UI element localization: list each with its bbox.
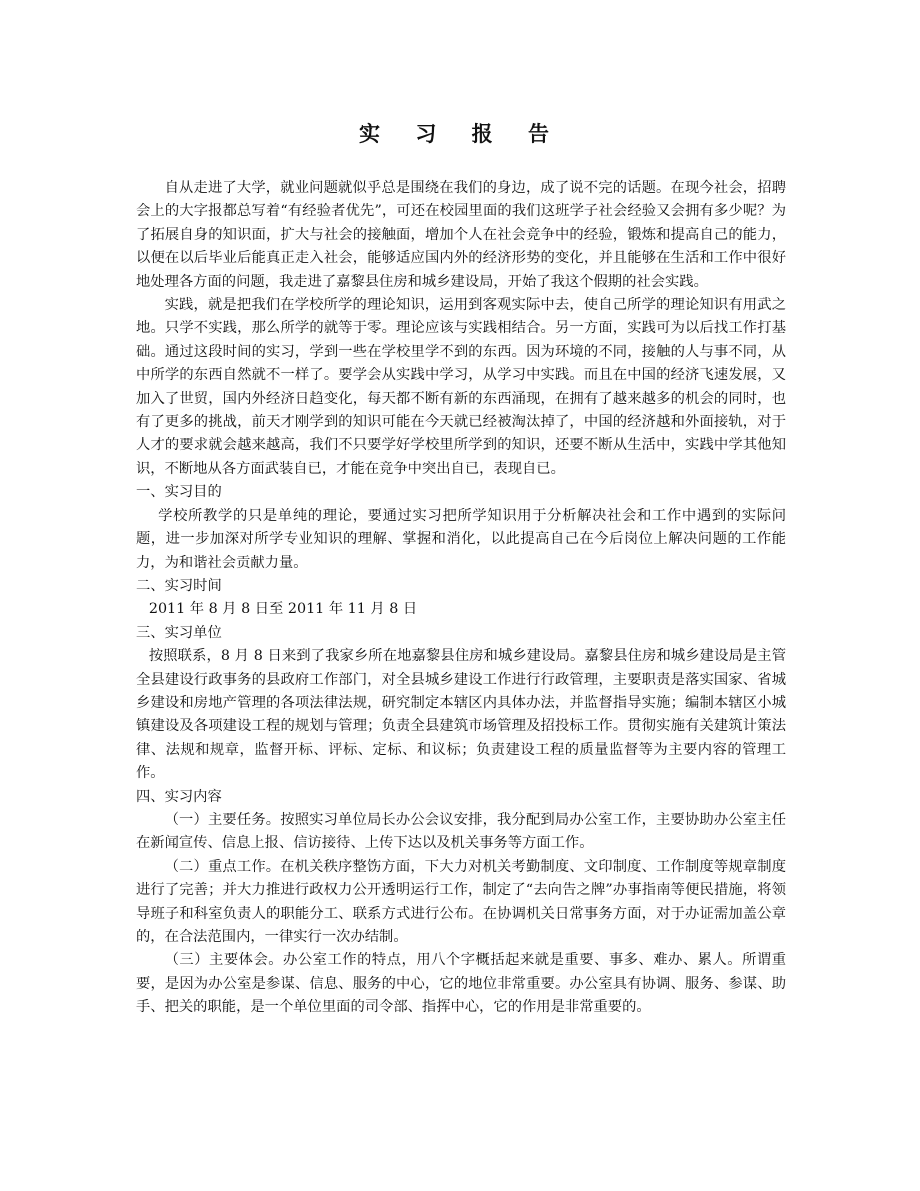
section-heading-content: 四、实习内容: [136, 788, 222, 805]
document-title: 实 习 报 告: [359, 121, 563, 146]
intro-paragraph-1: 自从走进了大学，就业问题就似乎总是围绕在我们的身边，成了说不完的话题。在现今社会，招聘会上的大字报都总写着“有经验者优先”，可还在校园里面的我们这班学子社会经验又会拥有多少呢？为了拓展自身的知识面，扩大与社会的接触面，增加个人在社会竞争中的经验，锻炼和提高自己的能力，以便在以后毕业后能真正走入社会，能够适应国内外的经济形势的变化，并且能够在生活和工作中很好地处理各方面的问题，我走进了嘉黎县住房和城乡建设局，开始了我这个假期的社会实践。: [136, 180, 786, 290]
content-item-1: （一）主要任务。按照实习单位局长办公会议安排，我分配到局办公室工作，主要协助办公室主任在新闻宣传、信息上报、信访接待、上传下达以及机关事务等方面工作。: [136, 811, 786, 852]
section-heading-purpose: 一、实习目的: [136, 484, 222, 501]
document-body: [136, 177, 786, 1020]
intro-paragraph-2: 实践，就是把我们在学校所学的理论知识，运用到客观实际中去，使自己所学的理论知识有用武之地。只学不实践，那么所学的就等于零。理论应该与实践相结合。另一方面，实践可为以后找工作打基础。通过这段时间的实习，学到一些在学校里学不到的东西。因为环境的不同，接触的人与事不同，从中所学的东西自然就不一样了。要学会从实践中学习，从学习中实践。而且在中国的经济飞速发展，又加入了世贸，国内外经济日趋变化，每天都不断有新的东西涌现，在拥有了越来越多的机会的同时，也有了更多的挑战，前天才刚学到的知识可能在今天就已经被淘汰掉了，中国的经济越和外面接轨，对于人才的要求就会越来越高，我们不只要学好学校里所学到的知识，还要不断从生活中，实践中学其他知识，不断地从各方面武装自已，才能在竞争中突出自已，表现自已。: [136, 297, 786, 477]
section-heading-time: 二、实习时间: [136, 577, 222, 594]
section-text-time: 2011 年 8 月 8 日至 2011 年 11 月 8 日: [148, 601, 418, 618]
content-item-2: （二）重点工作。在机关秩序整饬方面，下大力对机关考勤制度、文印制度、工作制度等规章制度进行了完善；并大力推进行政权力公开透明运行工作，制定了“去向告之牌”办事指南等便民措施，将领导班子和科室负责人的职能分工、联系方式进行公布。在协调机关日常事务方面，对于办证需加盖公章的，在合法范围内，一律实行一次办结制。: [136, 858, 786, 945]
section-text-unit: 按照联系，8 月 8 日来到了我家乡所在地嘉黎县住房和城乡建设局。嘉黎县住房和城乡建设局是主管全县建设行政事务的县政府工作部门，对全县城乡建设工作进行行政管理，主要职责是落实国家、省城乡建设和房地产管理的各项法律法规，研究制定本辖区内具体办法，并监督指导实施；编制本辖区小城镇建设及各项建设工程的规划与管理；负责全县建筑市场管理及招投标工作。贯彻实施有关建筑计策法律、法规和规章，监督开标、评标、定标、和议标；负责建设工程的质量监督等为主要内容的管理工作。: [136, 648, 786, 782]
section-heading-unit: 三、实习单位: [136, 624, 222, 641]
section-text-purpose: 学校所教学的只是单纯的理论，要通过实习把所学知识用于分析解决社会和工作中遇到的实际问题，进一步加深对所学专业知识的理解、掌握和消化，以此提高自己在今后岗位上解决问题的工作能力，为和谐社会贡献力量。: [136, 507, 786, 571]
content-item-3: （三）主要体会。办公室工作的特点，用八个字概括起来就是重要、事多、难办、累人。所谓重要，是因为办公室是参谋、信息、服务的中心，它的地位非常重要。办公室具有协调、服务、参谋、助手、把关的职能，是一个单位里面的司令部、指挥中心，它的作用是非常重要的。: [136, 952, 786, 1016]
